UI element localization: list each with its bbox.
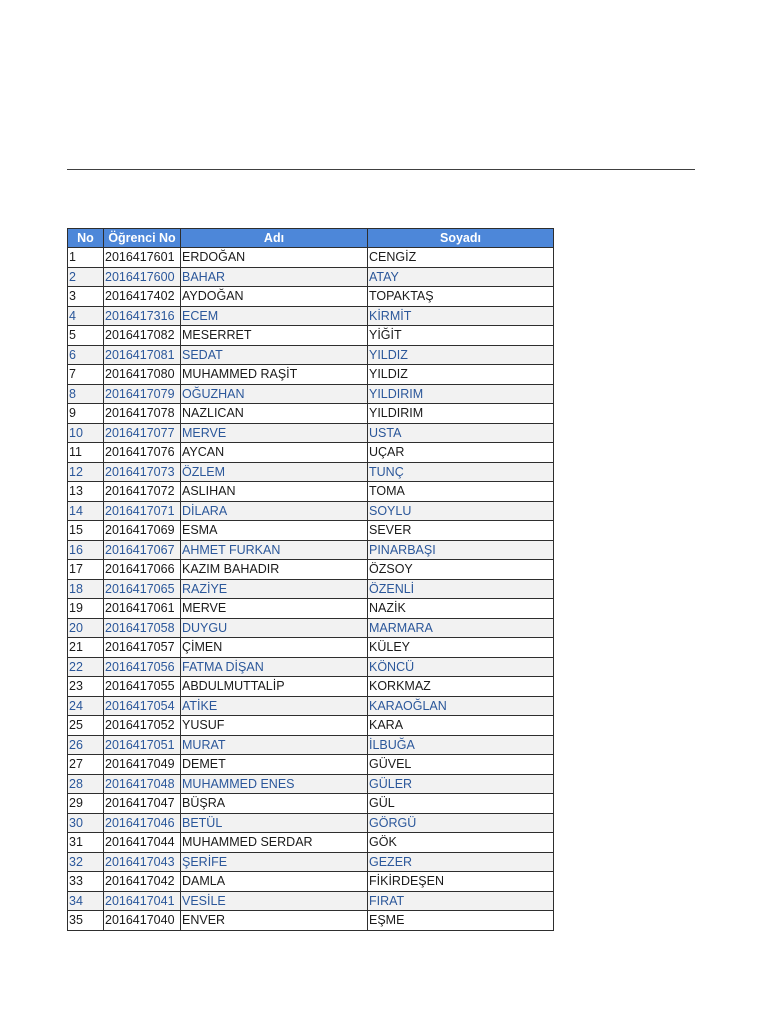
row-adi-cell: OĞUZHAN (181, 384, 368, 404)
row-ogrenci-no-cell: 2016417061 (104, 599, 181, 619)
row-adi-cell: ENVER (181, 911, 368, 931)
table-row (68, 677, 554, 697)
row-soyadi-cell: EŞME (368, 911, 554, 931)
table-row (68, 540, 554, 560)
row-ogrenci-no-cell: 2016417078 (104, 404, 181, 424)
row-no-cell: 24 (68, 696, 104, 716)
row-adi-cell: RAZİYE (181, 579, 368, 599)
row-soyadi-cell: GÖRGÜ (368, 813, 554, 833)
row-soyadi-cell: YILDIZ (368, 345, 554, 365)
row-ogrenci-no-cell: 2016417080 (104, 365, 181, 385)
table-row (68, 404, 554, 424)
table-row (68, 326, 554, 346)
row-soyadi-cell: UÇAR (368, 443, 554, 463)
row-adi-cell: SEDAT (181, 345, 368, 365)
row-no-cell: 21 (68, 638, 104, 658)
row-soyadi-cell: NAZİK (368, 599, 554, 619)
table-row (68, 852, 554, 872)
row-adi-cell: BETÜL (181, 813, 368, 833)
row-soyadi-cell: KÖNCÜ (368, 657, 554, 677)
row-ogrenci-no-cell: 2016417071 (104, 501, 181, 521)
row-no-cell: 19 (68, 599, 104, 619)
row-ogrenci-no-cell: 2016417057 (104, 638, 181, 658)
table-row (68, 872, 554, 892)
row-adi-cell: ASLIHAN (181, 482, 368, 502)
table-row (68, 891, 554, 911)
row-soyadi-cell: GEZER (368, 852, 554, 872)
row-no-cell: 1 (68, 248, 104, 268)
row-adi-cell: BÜŞRA (181, 794, 368, 814)
row-adi-cell: ÖZLEM (181, 462, 368, 482)
row-adi-cell: DUYGU (181, 618, 368, 638)
row-ogrenci-no-cell: 2016417041 (104, 891, 181, 911)
row-no-cell: 10 (68, 423, 104, 443)
row-ogrenci-no-cell: 2016417058 (104, 618, 181, 638)
row-no-cell: 13 (68, 482, 104, 502)
row-ogrenci-no-cell: 2016417077 (104, 423, 181, 443)
row-no-cell: 26 (68, 735, 104, 755)
row-soyadi-cell: GÜL (368, 794, 554, 814)
row-no-cell: 32 (68, 852, 104, 872)
table-row (68, 774, 554, 794)
row-adi-cell: KAZIM BAHADIR (181, 560, 368, 580)
row-no-cell: 11 (68, 443, 104, 463)
header-ogrenci-no: Öğrenci No (104, 229, 181, 248)
row-adi-cell: YUSUF (181, 716, 368, 736)
row-no-cell: 5 (68, 326, 104, 346)
row-soyadi-cell: KARA (368, 716, 554, 736)
row-adi-cell: BAHAR (181, 267, 368, 287)
row-no-cell: 17 (68, 560, 104, 580)
row-ogrenci-no-cell: 2016417316 (104, 306, 181, 326)
row-no-cell: 30 (68, 813, 104, 833)
row-adi-cell: MERVE (181, 599, 368, 619)
row-adi-cell: AHMET FURKAN (181, 540, 368, 560)
row-adi-cell: MUHAMMED SERDAR (181, 833, 368, 853)
row-ogrenci-no-cell: 2016417072 (104, 482, 181, 502)
row-no-cell: 28 (68, 774, 104, 794)
row-ogrenci-no-cell: 2016417067 (104, 540, 181, 560)
row-adi-cell: MERVE (181, 423, 368, 443)
row-adi-cell: ERDOĞAN (181, 248, 368, 268)
header-no: No (68, 229, 104, 248)
row-ogrenci-no-cell: 2016417052 (104, 716, 181, 736)
row-soyadi-cell: TOPAKTAŞ (368, 287, 554, 307)
table-row (68, 833, 554, 853)
row-adi-cell: MESERRET (181, 326, 368, 346)
row-ogrenci-no-cell: 2016417066 (104, 560, 181, 580)
table-row (68, 716, 554, 736)
row-adi-cell: ESMA (181, 521, 368, 541)
row-soyadi-cell: CENGİZ (368, 248, 554, 268)
table-row (68, 755, 554, 775)
row-no-cell: 22 (68, 657, 104, 677)
row-no-cell: 2 (68, 267, 104, 287)
row-soyadi-cell: TOMA (368, 482, 554, 502)
row-no-cell: 34 (68, 891, 104, 911)
table-row (68, 813, 554, 833)
table-row (68, 462, 554, 482)
row-soyadi-cell: ÖZSOY (368, 560, 554, 580)
row-soyadi-cell: YİĞİT (368, 326, 554, 346)
row-ogrenci-no-cell: 2016417044 (104, 833, 181, 853)
row-ogrenci-no-cell: 2016417056 (104, 657, 181, 677)
student-list-table (67, 228, 554, 931)
table-row (68, 911, 554, 931)
table-row (68, 248, 554, 268)
row-ogrenci-no-cell: 2016417049 (104, 755, 181, 775)
table-row (68, 365, 554, 385)
header-soyadi: Soyadı (368, 229, 554, 248)
row-no-cell: 3 (68, 287, 104, 307)
row-soyadi-cell: FIRAT (368, 891, 554, 911)
table-row (68, 657, 554, 677)
table-row (68, 306, 554, 326)
row-no-cell: 25 (68, 716, 104, 736)
row-no-cell: 9 (68, 404, 104, 424)
row-adi-cell: ŞERİFE (181, 852, 368, 872)
table-row (68, 482, 554, 502)
table-row (68, 599, 554, 619)
row-adi-cell: ABDULMUTTALİP (181, 677, 368, 697)
row-adi-cell: AYDOĞAN (181, 287, 368, 307)
table-row (68, 287, 554, 307)
table-row (68, 423, 554, 443)
table-row (68, 443, 554, 463)
row-no-cell: 12 (68, 462, 104, 482)
row-soyadi-cell: YILDIRIM (368, 384, 554, 404)
row-no-cell: 6 (68, 345, 104, 365)
row-no-cell: 23 (68, 677, 104, 697)
table-row (68, 579, 554, 599)
row-soyadi-cell: FİKİRDEŞEN (368, 872, 554, 892)
table-row (68, 560, 554, 580)
row-ogrenci-no-cell: 2016417073 (104, 462, 181, 482)
row-adi-cell: DEMET (181, 755, 368, 775)
row-ogrenci-no-cell: 2016417047 (104, 794, 181, 814)
row-adi-cell: NAZLICAN (181, 404, 368, 424)
table-row (68, 501, 554, 521)
row-no-cell: 27 (68, 755, 104, 775)
row-no-cell: 8 (68, 384, 104, 404)
table-row (68, 345, 554, 365)
row-soyadi-cell: KORKMAZ (368, 677, 554, 697)
row-soyadi-cell: KİRMİT (368, 306, 554, 326)
table-row (68, 696, 554, 716)
table-row (68, 267, 554, 287)
row-no-cell: 16 (68, 540, 104, 560)
row-ogrenci-no-cell: 2016417600 (104, 267, 181, 287)
table-header-row (68, 229, 554, 248)
row-ogrenci-no-cell: 2016417076 (104, 443, 181, 463)
row-adi-cell: DAMLA (181, 872, 368, 892)
header-adi: Adı (181, 229, 368, 248)
table-row (68, 735, 554, 755)
row-no-cell: 14 (68, 501, 104, 521)
table-row (68, 794, 554, 814)
row-ogrenci-no-cell: 2016417065 (104, 579, 181, 599)
row-soyadi-cell: İLBUĞA (368, 735, 554, 755)
row-adi-cell: ATİKE (181, 696, 368, 716)
row-adi-cell: ECEM (181, 306, 368, 326)
row-soyadi-cell: SEVER (368, 521, 554, 541)
row-ogrenci-no-cell: 2016417046 (104, 813, 181, 833)
table-row (68, 384, 554, 404)
row-adi-cell: MUHAMMED ENES (181, 774, 368, 794)
row-soyadi-cell: ÖZENLİ (368, 579, 554, 599)
row-adi-cell: DİLARA (181, 501, 368, 521)
row-adi-cell: MUHAMMED RAŞİT (181, 365, 368, 385)
row-no-cell: 31 (68, 833, 104, 853)
page-divider-line (67, 169, 695, 170)
row-no-cell: 20 (68, 618, 104, 638)
row-ogrenci-no-cell: 2016417069 (104, 521, 181, 541)
row-ogrenci-no-cell: 2016417082 (104, 326, 181, 346)
row-soyadi-cell: KÜLEY (368, 638, 554, 658)
row-ogrenci-no-cell: 2016417051 (104, 735, 181, 755)
row-no-cell: 4 (68, 306, 104, 326)
row-ogrenci-no-cell: 2016417402 (104, 287, 181, 307)
row-soyadi-cell: TUNÇ (368, 462, 554, 482)
row-soyadi-cell: GÜVEL (368, 755, 554, 775)
row-no-cell: 15 (68, 521, 104, 541)
row-soyadi-cell: MARMARA (368, 618, 554, 638)
row-ogrenci-no-cell: 2016417055 (104, 677, 181, 697)
table-row (68, 638, 554, 658)
row-soyadi-cell: SOYLU (368, 501, 554, 521)
row-soyadi-cell: YILDIRIM (368, 404, 554, 424)
row-ogrenci-no-cell: 2016417079 (104, 384, 181, 404)
row-soyadi-cell: PINARBAŞI (368, 540, 554, 560)
row-adi-cell: FATMA DİŞAN (181, 657, 368, 677)
row-adi-cell: VESİLE (181, 891, 368, 911)
row-adi-cell: MURAT (181, 735, 368, 755)
row-ogrenci-no-cell: 2016417043 (104, 852, 181, 872)
row-ogrenci-no-cell: 2016417081 (104, 345, 181, 365)
row-soyadi-cell: GÜLER (368, 774, 554, 794)
row-no-cell: 18 (68, 579, 104, 599)
row-soyadi-cell: KARAOĞLAN (368, 696, 554, 716)
row-soyadi-cell: ATAY (368, 267, 554, 287)
row-adi-cell: ÇİMEN (181, 638, 368, 658)
row-soyadi-cell: USTA (368, 423, 554, 443)
row-no-cell: 7 (68, 365, 104, 385)
row-no-cell: 33 (68, 872, 104, 892)
row-adi-cell: AYCAN (181, 443, 368, 463)
row-ogrenci-no-cell: 2016417054 (104, 696, 181, 716)
row-ogrenci-no-cell: 2016417601 (104, 248, 181, 268)
table-row (68, 521, 554, 541)
row-ogrenci-no-cell: 2016417042 (104, 872, 181, 892)
row-no-cell: 29 (68, 794, 104, 814)
table-row (68, 618, 554, 638)
row-no-cell: 35 (68, 911, 104, 931)
row-soyadi-cell: GÖK (368, 833, 554, 853)
row-ogrenci-no-cell: 2016417048 (104, 774, 181, 794)
row-soyadi-cell: YILDIZ (368, 365, 554, 385)
table-body (68, 248, 554, 931)
row-ogrenci-no-cell: 2016417040 (104, 911, 181, 931)
